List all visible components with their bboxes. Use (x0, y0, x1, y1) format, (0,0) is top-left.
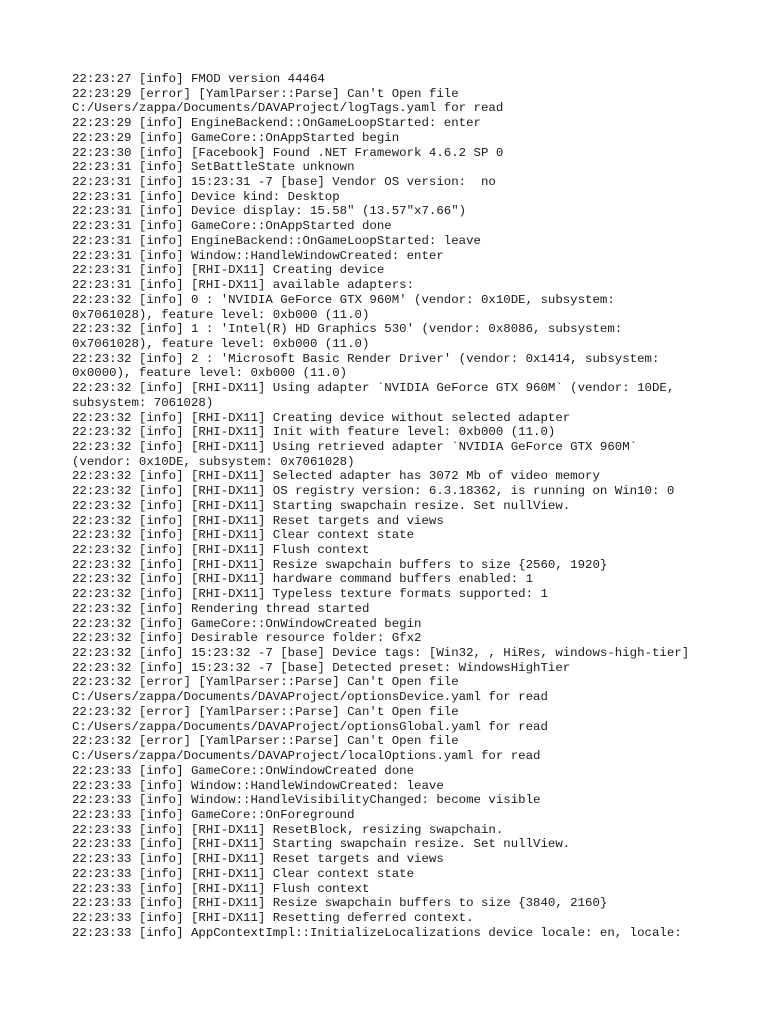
log-line: 22:23:33 [info] GameCore::OnWindowCreated done (72, 763, 415, 778)
log-line: 22:23:32 [info] GameCore::OnWindowCreated begin (72, 616, 422, 631)
log-line: 22:23:33 [info] [RHI-DX11] Starting swapchain resize. Set nullView. (72, 837, 571, 852)
log-line: 22:23:32 [info] [RHI-DX11] Creating device without selected adapter (72, 410, 571, 425)
log-line: 22:23:33 [info] [RHI-DX11] Reset targets and views (72, 852, 444, 867)
log-line: 22:23:30 [info] [Facebook] Found .NET Framework 4.6.2 SP 0 (72, 145, 504, 160)
log-line: 22:23:33 [info] Window::HandleVisibilityChanged: become visible (72, 793, 541, 808)
log-line: 22:23:31 [info] GameCore::OnAppStarted done (72, 219, 392, 234)
log-line: 22:23:32 [info] Rendering thread started (72, 601, 370, 616)
log-line: 22:23:31 [info] 15:23:31 -7 [base] Vendor OS version: no (72, 175, 496, 190)
log-line: 22:23:32 [info] [RHI-DX11] OS registry version: 6.3.18362, is running on Win10: 0 (72, 484, 675, 499)
log-line: (vendor: 0x10DE, subsystem: 0x7061028) (72, 454, 355, 469)
log-line: 22:23:29 [error] [YamlParser::Parse] Can't Open file (72, 86, 459, 101)
log-line: 22:23:32 [error] [YamlParser::Parse] Can't Open file (72, 734, 459, 749)
log-line: 22:23:33 [info] [RHI-DX11] Clear context state (72, 866, 415, 881)
log-line: C:/Users/zappa/Documents/DAVAProject/optionsDevice.yaml for read (72, 690, 548, 705)
log-line: 22:23:32 [info] 15:23:32 -7 [base] Detected preset: WindowsHighTier (72, 660, 571, 675)
log-line: 22:23:32 [info] [RHI-DX11] Typeless texture formats supported: 1 (72, 587, 548, 602)
log-line: 22:23:32 [error] [YamlParser::Parse] Can't Open file (72, 675, 459, 690)
log-line: 22:23:32 [info] Desirable resource folder: Gfx2 (72, 631, 422, 646)
log-line: 22:23:32 [info] [RHI-DX11] Starting swapchain resize. Set nullView. (72, 498, 571, 513)
log-line: 22:23:33 [info] AppContextImpl::InitializeLocalizations device locale: en, locale: (72, 925, 682, 940)
log-line: 22:23:32 [info] 1 : 'Intel(R) HD Graphics 530' (vendor: 0x8086, subsystem: (72, 322, 623, 337)
log-line: 22:23:33 [info] [RHI-DX11] Resetting deferred context. (72, 910, 474, 925)
log-line: 22:23:32 [info] [RHI-DX11] Using retrieved adapter `NVIDIA GeForce GTX 960M` (72, 439, 638, 454)
log-line: C:/Users/zappa/Documents/DAVAProject/localOptions.yaml for read (72, 749, 541, 764)
log-line: 22:23:31 [info] Device display: 15.58" (13.57"x7.66") (72, 204, 467, 219)
log-line: 22:23:29 [info] GameCore::OnAppStarted begin (72, 130, 400, 145)
log-line: 22:23:32 [info] [RHI-DX11] hardware command buffers enabled: 1 (72, 572, 534, 587)
log-line: 0x0000), feature level: 0xb000 (11.0) (72, 366, 348, 381)
log-line: 22:23:31 [info] Device kind: Desktop (72, 189, 340, 204)
log-line: 22:23:32 [info] [RHI-DX11] Clear context state (72, 528, 415, 543)
log-line: 22:23:32 [info] [RHI-DX11] Selected adapter has 3072 Mb of video memory (72, 469, 600, 484)
log-line: C:/Users/zappa/Documents/DAVAProject/logTags.yaml for read (72, 101, 504, 116)
log-line: 0x7061028), feature level: 0xb000 (11.0) (72, 336, 370, 351)
log-line: 22:23:31 [info] Window::HandleWindowCreated: enter (72, 248, 444, 263)
log-line: 22:23:33 [info] [RHI-DX11] Resize swapchain buffers to size {3840, 2160} (72, 896, 608, 911)
log-line: 22:23:33 [info] [RHI-DX11] ResetBlock, resizing swapchain. (72, 822, 504, 837)
log-line: 22:23:32 [info] [RHI-DX11] Flush context (72, 543, 370, 557)
log-line: 22:23:32 [info] [RHI-DX11] Init with feature level: 0xb000 (11.0) (72, 425, 556, 440)
log-line: C:/Users/zappa/Documents/DAVAProject/optionsGlobal.yaml for read (72, 719, 548, 734)
log-line: 22:23:31 [info] EngineBackend::OnGameLoopStarted: leave (72, 233, 481, 248)
log-line: 22:23:32 [info] [RHI-DX11] Reset targets and views (72, 513, 444, 528)
log-line: 22:23:33 [info] [RHI-DX11] Flush context (72, 881, 370, 896)
log-line: 22:23:32 [info] [RHI-DX11] Using adapter `NVIDIA GeForce GTX 960M` (vendor: 10DE, (72, 381, 675, 396)
log-line: subsystem: 7061028) (72, 395, 214, 410)
log-text (72, 72, 712, 940)
log-line: 22:23:32 [info] 2 : 'Microsoft Basic Render Driver' (vendor: 0x1414, subsystem: (72, 351, 660, 366)
log-line: 22:23:27 [info] FMOD version 44464 (72, 72, 325, 86)
log-line: 0x7061028), feature level: 0xb000 (11.0) (72, 307, 370, 322)
log-line: 22:23:32 [info] 15:23:32 -7 [base] Device tags: [Win32, , HiRes, windows-high-tier] (72, 646, 690, 661)
log-line: 22:23:32 [error] [YamlParser::Parse] Can't Open file (72, 704, 459, 719)
log-line: 22:23:31 [info] [RHI-DX11] Creating device (72, 263, 385, 278)
log-line: 22:23:31 [info] [RHI-DX11] available adapters: (72, 278, 415, 293)
log-line: 22:23:31 [info] SetBattleState unknown (72, 160, 355, 175)
log-line: 22:23:32 [info] 0 : 'NVIDIA GeForce GTX 960M' (vendor: 0x10DE, subsystem: (72, 292, 615, 307)
log-line: 22:23:33 [info] GameCore::OnForeground (72, 807, 355, 822)
log-line: 22:23:29 [info] EngineBackend::OnGameLoopStarted: enter (72, 116, 481, 131)
log-line: 22:23:33 [info] Window::HandleWindowCreated: leave (72, 778, 444, 793)
log-line: 22:23:32 [info] [RHI-DX11] Resize swapchain buffers to size {2560, 1920} (72, 557, 608, 572)
